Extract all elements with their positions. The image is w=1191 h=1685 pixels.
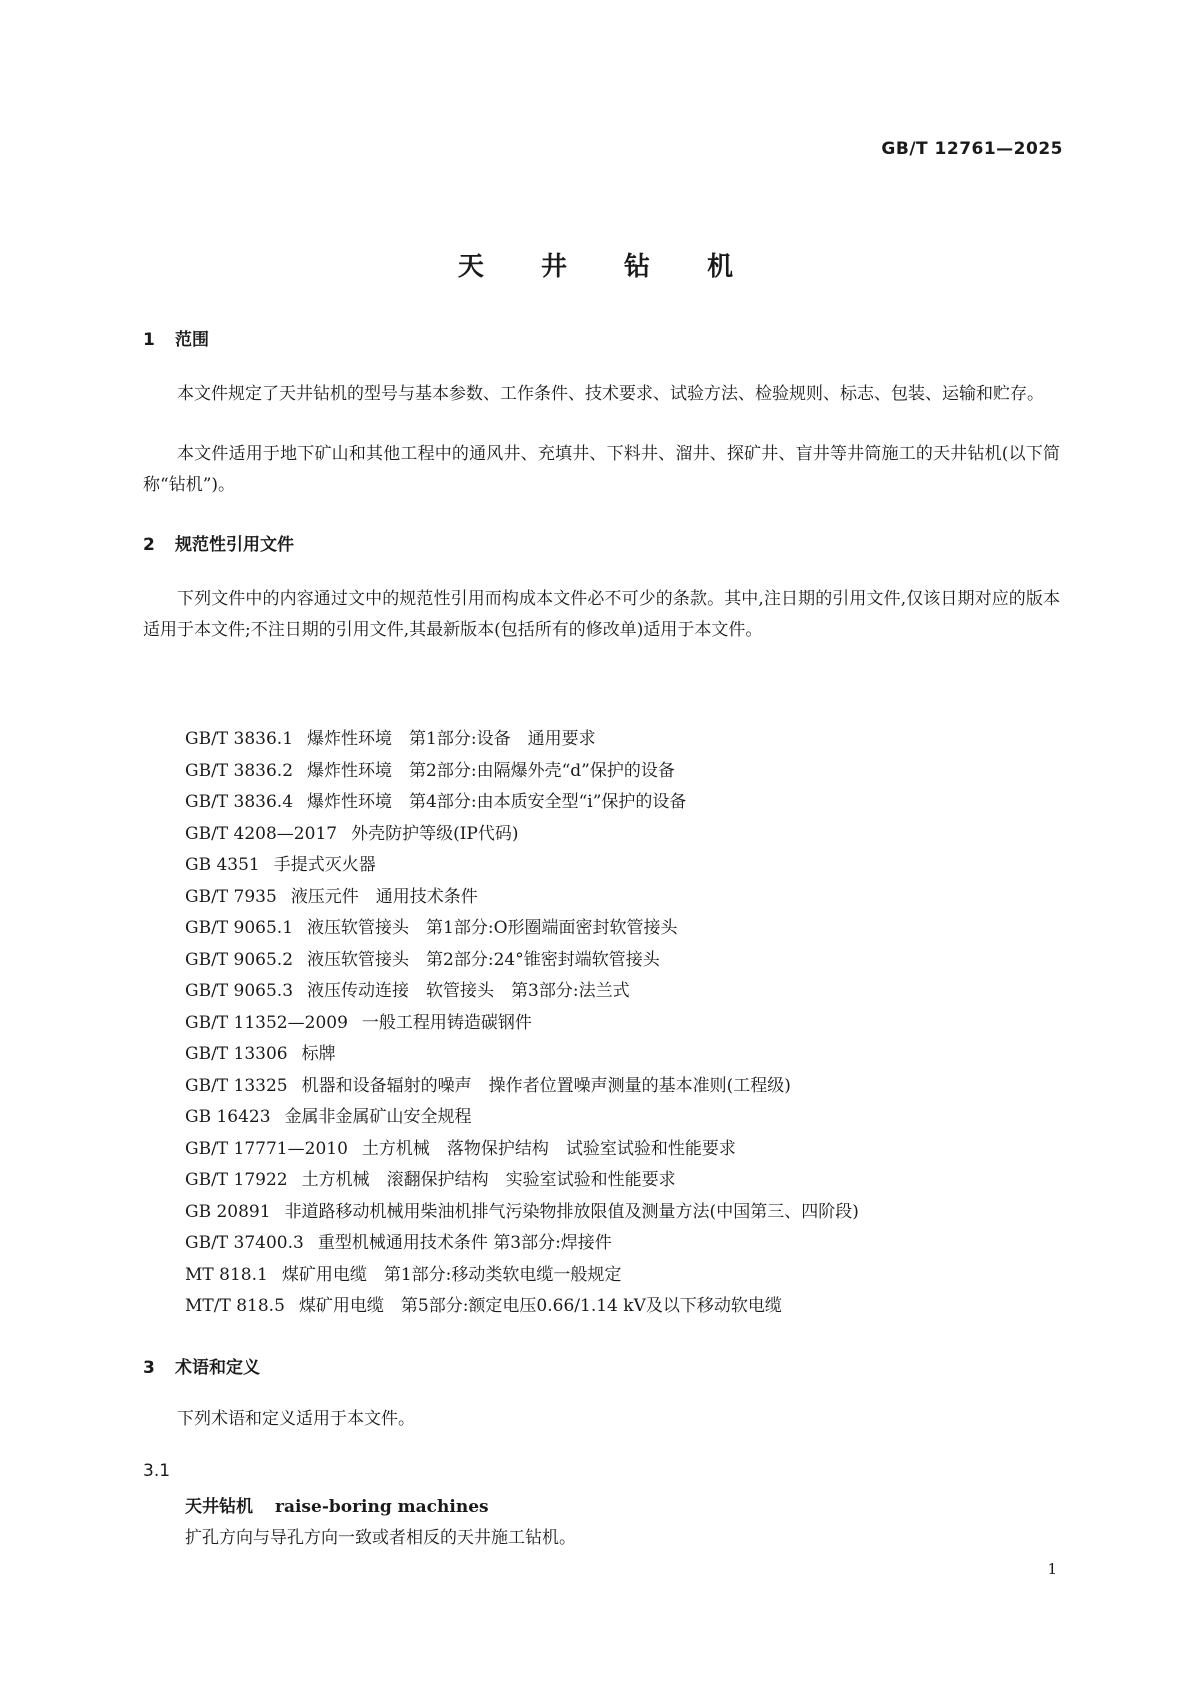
section-title: 范围 [175,330,209,350]
reference-title: 外壳防护等级(IP代码) [351,823,519,844]
reference-code: GB/T 9065.3 [185,981,294,1001]
term-definition: 扩孔方向与导孔方向一致或者相反的天井施工钻机。 [185,1528,576,1548]
reference-title: 液压软管接头 第2部分:24°锥密封端软管接头 [307,949,660,970]
reference-code: GB/T 13325 [185,1075,288,1096]
reference-code: GB/T 17771—2010 [185,1138,348,1159]
reference-item [185,1165,859,1197]
reference-title: 爆炸性环境 第2部分:由隔爆外壳“d”保护的设备 [307,760,675,781]
term-name-en: raise-boring machines [275,1497,489,1517]
reference-code: GB/T 9065.1 [185,918,294,938]
reference-title: 一般工程用铸造碳钢件 [361,1012,532,1033]
reference-code: MT/T 818.5 [185,1296,285,1316]
reference-code: GB/T 11352—2009 [185,1012,348,1033]
section-3-heading [143,1353,260,1378]
reference-title: 爆炸性环境 第4部分:由本质安全型“i”保护的设备 [307,792,687,812]
reference-code: GB/T 17922 [185,1170,288,1190]
reference-title: 标牌 [301,1044,336,1064]
reference-title: 土方机械 滚翻保护结构 实验室试验和性能要求 [301,1170,676,1190]
reference-item [185,882,859,914]
reference-code: GB/T 3836.1 [185,729,294,749]
reference-title: 液压元件 通用技术条件 [290,886,478,907]
reference-code: GB 20891 [185,1201,271,1222]
page-number: 1 [1047,1560,1057,1578]
section-number: 1 [143,330,155,350]
reference-item [185,819,859,851]
reference-title: 机器和设备辐射的噪声 操作者位置噪声测量的基本准则(工程级) [301,1075,791,1096]
reference-code: GB/T 7935 [185,886,277,907]
reference-code: GB/T 3836.2 [185,760,294,781]
reference-item [185,1260,859,1292]
reference-item [185,945,859,977]
term-name [185,1492,489,1517]
section-1-heading [143,325,209,350]
reference-title: 金属非金属矿山安全规程 [284,1107,472,1127]
reference-code: GB/T 3836.4 [185,792,294,812]
reference-item [185,976,859,1008]
reference-list [185,724,859,1323]
reference-item [185,724,859,756]
reference-item [185,787,859,819]
reference-title: 液压软管接头 第1部分:O形圈端面密封软管接头 [307,918,678,938]
document-title: 天 井 钻 机 [457,252,758,282]
reference-code: GB 16423 [185,1107,271,1127]
section-number: 2 [143,535,155,555]
reference-code: GB/T 13306 [185,1044,288,1064]
reference-title: 煤矿用电缆 第1部分:移动类软电缆一般规定 [281,1264,622,1285]
reference-item [185,850,859,882]
reference-code: GB 4351 [185,855,260,875]
reference-code: MT 818.1 [185,1264,268,1285]
scope-paragraph-2: 本文件适用于地下矿山和其他工程中的通风井、充填井、下料井、溜井、探矿井、盲井等井筒施工的天井钻机(以下简称“钻机”)。 [143,444,1060,495]
term-name-cn: 天井钻机 [185,1497,253,1517]
scope-paragraph-1: 本文件规定了天井钻机的型号与基本参数、工作条件、技术要求、试验方法、检验规则、标志、包装、运输和贮存。 [177,384,1044,404]
section-title: 术语和定义 [175,1358,260,1378]
reference-title: 非道路移动机械用柴油机排气污染物排放限值及测量方法(中国第三、四阶段) [284,1201,859,1222]
reference-item [185,1291,859,1323]
normative-references-intro: 下列文件中的内容通过文中的规范性引用而构成本文件必不可少的条款。其中,注日期的引用文件,仅该日期对应的版本适用于本文件;不注日期的引用文件,其最新版本(包括所有的修改单)适用于本文件。 [143,589,1060,640]
term-number: 3.1 [143,1461,171,1481]
section-title: 规范性引用文件 [175,535,294,555]
reference-item [185,1008,859,1040]
reference-item [185,1071,859,1103]
reference-item [185,1134,859,1166]
reference-item [185,1197,859,1229]
standard-number: GB/T 12761—2025 [881,139,1063,159]
reference-item [185,1039,859,1071]
reference-item [185,1228,859,1260]
reference-title: 煤矿用电缆 第5部分:额定电压0.66/1.14 kV及以下移动软电缆 [298,1296,782,1316]
reference-title: 重型机械通用技术条件 第3部分:焊接件 [317,1233,612,1253]
terms-intro: 下列术语和定义适用于本文件。 [177,1409,415,1429]
section-number: 3 [143,1358,155,1378]
reference-title: 土方机械 落物保护结构 试验室试验和性能要求 [361,1138,736,1159]
reference-code: GB/T 37400.3 [185,1233,304,1253]
reference-title: 爆炸性环境 第1部分:设备 通用要求 [307,729,596,749]
reference-item [185,756,859,788]
section-2-heading [143,530,294,555]
reference-code: GB/T 9065.2 [185,949,294,970]
reference-item [185,913,859,945]
reference-code: GB/T 4208—2017 [185,823,338,844]
reference-title: 液压传动连接 软管接头 第3部分:法兰式 [307,981,630,1001]
reference-item [185,1102,859,1134]
reference-title: 手提式灭火器 [273,855,376,875]
